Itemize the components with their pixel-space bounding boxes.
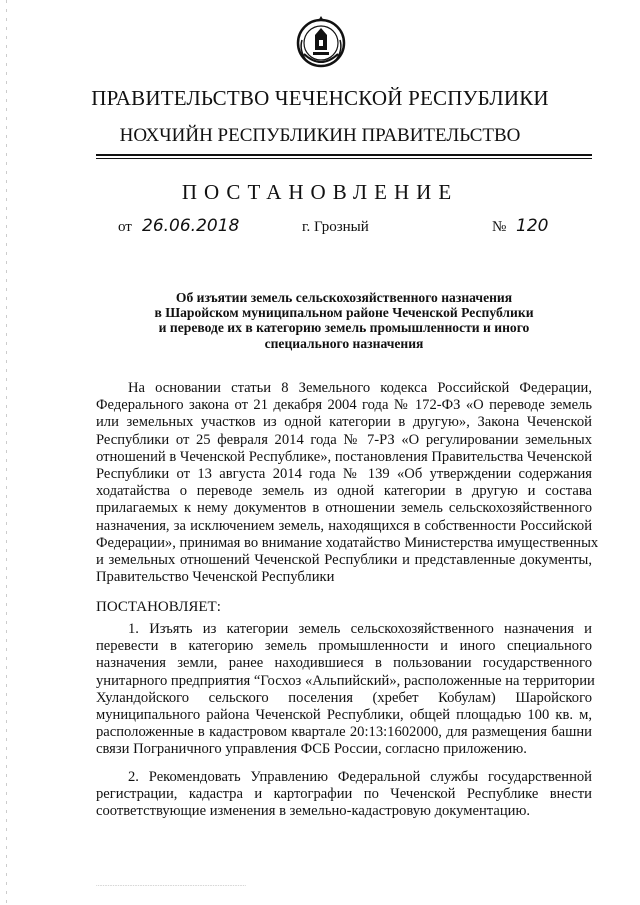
text-line: и земельных отношений Чеченской Республики и представленные документы, — [96, 552, 592, 569]
text-line: Республики от 25 февраля 2014 года № 7-РЗ «О регулировании земельных — [96, 431, 592, 448]
text-line: соответствующие изменения в земельно-кадастровую документацию. — [96, 803, 531, 820]
heading-line: специального назначения — [264, 335, 424, 351]
government-title-chechen: НОХЧИЙН РЕСПУБЛИКИН ПРАВИТЕЛЬСТВО — [119, 125, 521, 146]
header-rule-thick — [96, 154, 592, 156]
text-line: расположенные в кадастровом квартале 20:13:1602000, для размещения башни — [96, 724, 592, 741]
text-line: Федерации», принимая во внимание ходатайство Министерства имущественных — [96, 534, 599, 551]
text-line: Правительство Чеченской Республики — [96, 569, 335, 586]
text-line: унитарного предприятия “Госхоз «Альпийский», расположенные на территории — [96, 672, 595, 689]
text-line: назначения земли, ранее находившиеся в пользовании государственного — [96, 655, 592, 672]
chechen-republic-coat-of-arms-icon — [296, 10, 346, 76]
document-type: ПОСТАНОВЛЕНИЕ — [181, 180, 459, 204]
number-prefix: № — [492, 219, 507, 235]
text-line: Хуландойского сельского поселения (хребет Кобулам) Шаройского — [96, 689, 592, 706]
document-number: 120 — [516, 216, 549, 236]
text-line: связи Пограничного управления ФСБ России, согласно приложению. — [96, 741, 527, 758]
text-line: прилагаемых к нему документов в отношении земель сельскохозяйственного — [96, 500, 592, 517]
document-date: 26.06.2018 — [142, 216, 240, 236]
heading-line: и переводе их в категорию земель промышленности и иного — [158, 320, 530, 336]
heading-line: в Шаройском муниципальном районе Чеченской Республики — [154, 305, 534, 321]
text-line: 2. Рекомендовать Управлению Федеральной службы государственной — [128, 769, 592, 785]
text-line: Республики от 13 августа 2014 года № 139 «Об утверждении содержания — [96, 466, 592, 483]
item-2-paragraph — [96, 769, 592, 821]
header-rule-thin — [96, 158, 592, 159]
item-1-paragraph — [96, 621, 595, 759]
text-line: регистрации, кадастра и картографии по Чеченской Республике внести — [96, 786, 592, 803]
text-line: назначения, за исключением земель, находящихся в собственности Российской — [96, 517, 592, 534]
text-line: отношений в Чеченской Республике», постановления Правительства Чеченской — [96, 448, 593, 465]
document-city: г. Грозный — [302, 219, 369, 235]
text-line: муниципального района Чеченской Республики, общей площадью 100 кв. м, — [96, 707, 592, 724]
text-line: ходатайства о переводе земель из одной категории в другую и состава — [96, 483, 592, 500]
document-heading — [96, 290, 592, 351]
text-line: 1. Изъять из категории земель сельскохозяйственного назначения и — [128, 621, 592, 637]
resolve-word: ПОСТАНОВЛЯЕТ: — [96, 599, 221, 615]
preamble-paragraph — [96, 380, 599, 586]
government-title: ПРАВИТЕЛЬСТВО ЧЕЧЕНСКОЙ РЕСПУБЛИКИ — [91, 86, 549, 110]
text-line: Федерального закона от 21 декабря 2004 года № 172-ФЗ «О переводе земель — [96, 397, 592, 414]
text-line: или земельных участков из одной категории в другую», Закона Чеченской — [96, 414, 592, 431]
scanner-footer-mark: ……………………………………………………………………………… — [96, 882, 246, 888]
heading-line: Об изъятии земель сельскохозяйственного назначения — [175, 290, 513, 305]
date-prefix: от — [118, 219, 132, 235]
text-line: На основании статьи 8 Земельного кодекса Российской Федерации, — [128, 380, 592, 396]
text-line: перевести в категорию земель промышленности и иного специального — [96, 638, 592, 655]
